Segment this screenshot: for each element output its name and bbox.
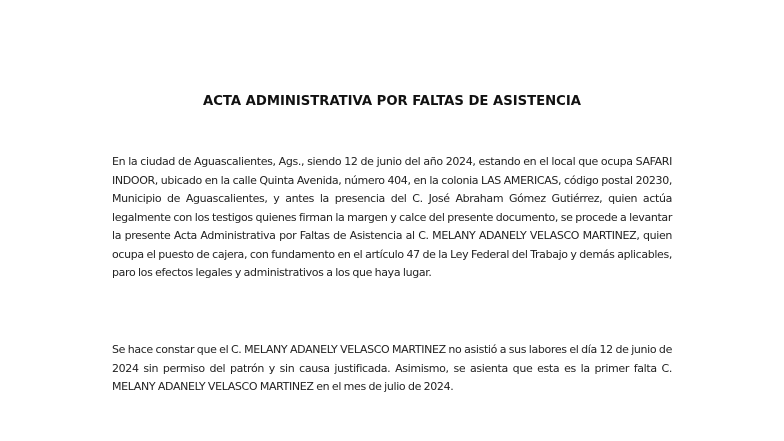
document-title: ACTA ADMINISTRATIVA POR FALTAS DE ASISTENCIA	[203, 94, 581, 109]
paragraph-statement: Se hace constar que el C. MELANY ADANELY VELASCO MARTINEZ no asistió a sus labores el día 12 de junio de 2024 sin permiso del patrón y sin causa justificada. Asimismo, se asienta que esta es la primer falta C. MELANY ADANELY VELASCO MARTINEZ en el mes de julio de 2024.	[112, 343, 672, 393]
paragraph-intro: En la ciudad de Aguascalientes, Ags., siendo 12 de junio del año 2024, estando en el local que ocupa SAFARI INDOOR, ubicado en la calle Quinta Avenida, número 404, en la colonia LAS AMERICAS, código postal 20230, Municipio de Aguascalientes, y antes la presencia del C. José Abraham Gómez Gutiérrez, quien actúa legalmente con los testigos quienes firman la margen y calce del presente documento, se procede a levantar la presente Acta Administrativa por Faltas de Asistencia al C. MELANY ADANELY VELASCO MARTINEZ, quien ocupa el puesto de cajera, con fundamento en el artículo 47 de la Ley Federal del Trabajo y demás aplicables, paro los efectos legales y administrativos a los que haya lugar.	[112, 155, 672, 279]
